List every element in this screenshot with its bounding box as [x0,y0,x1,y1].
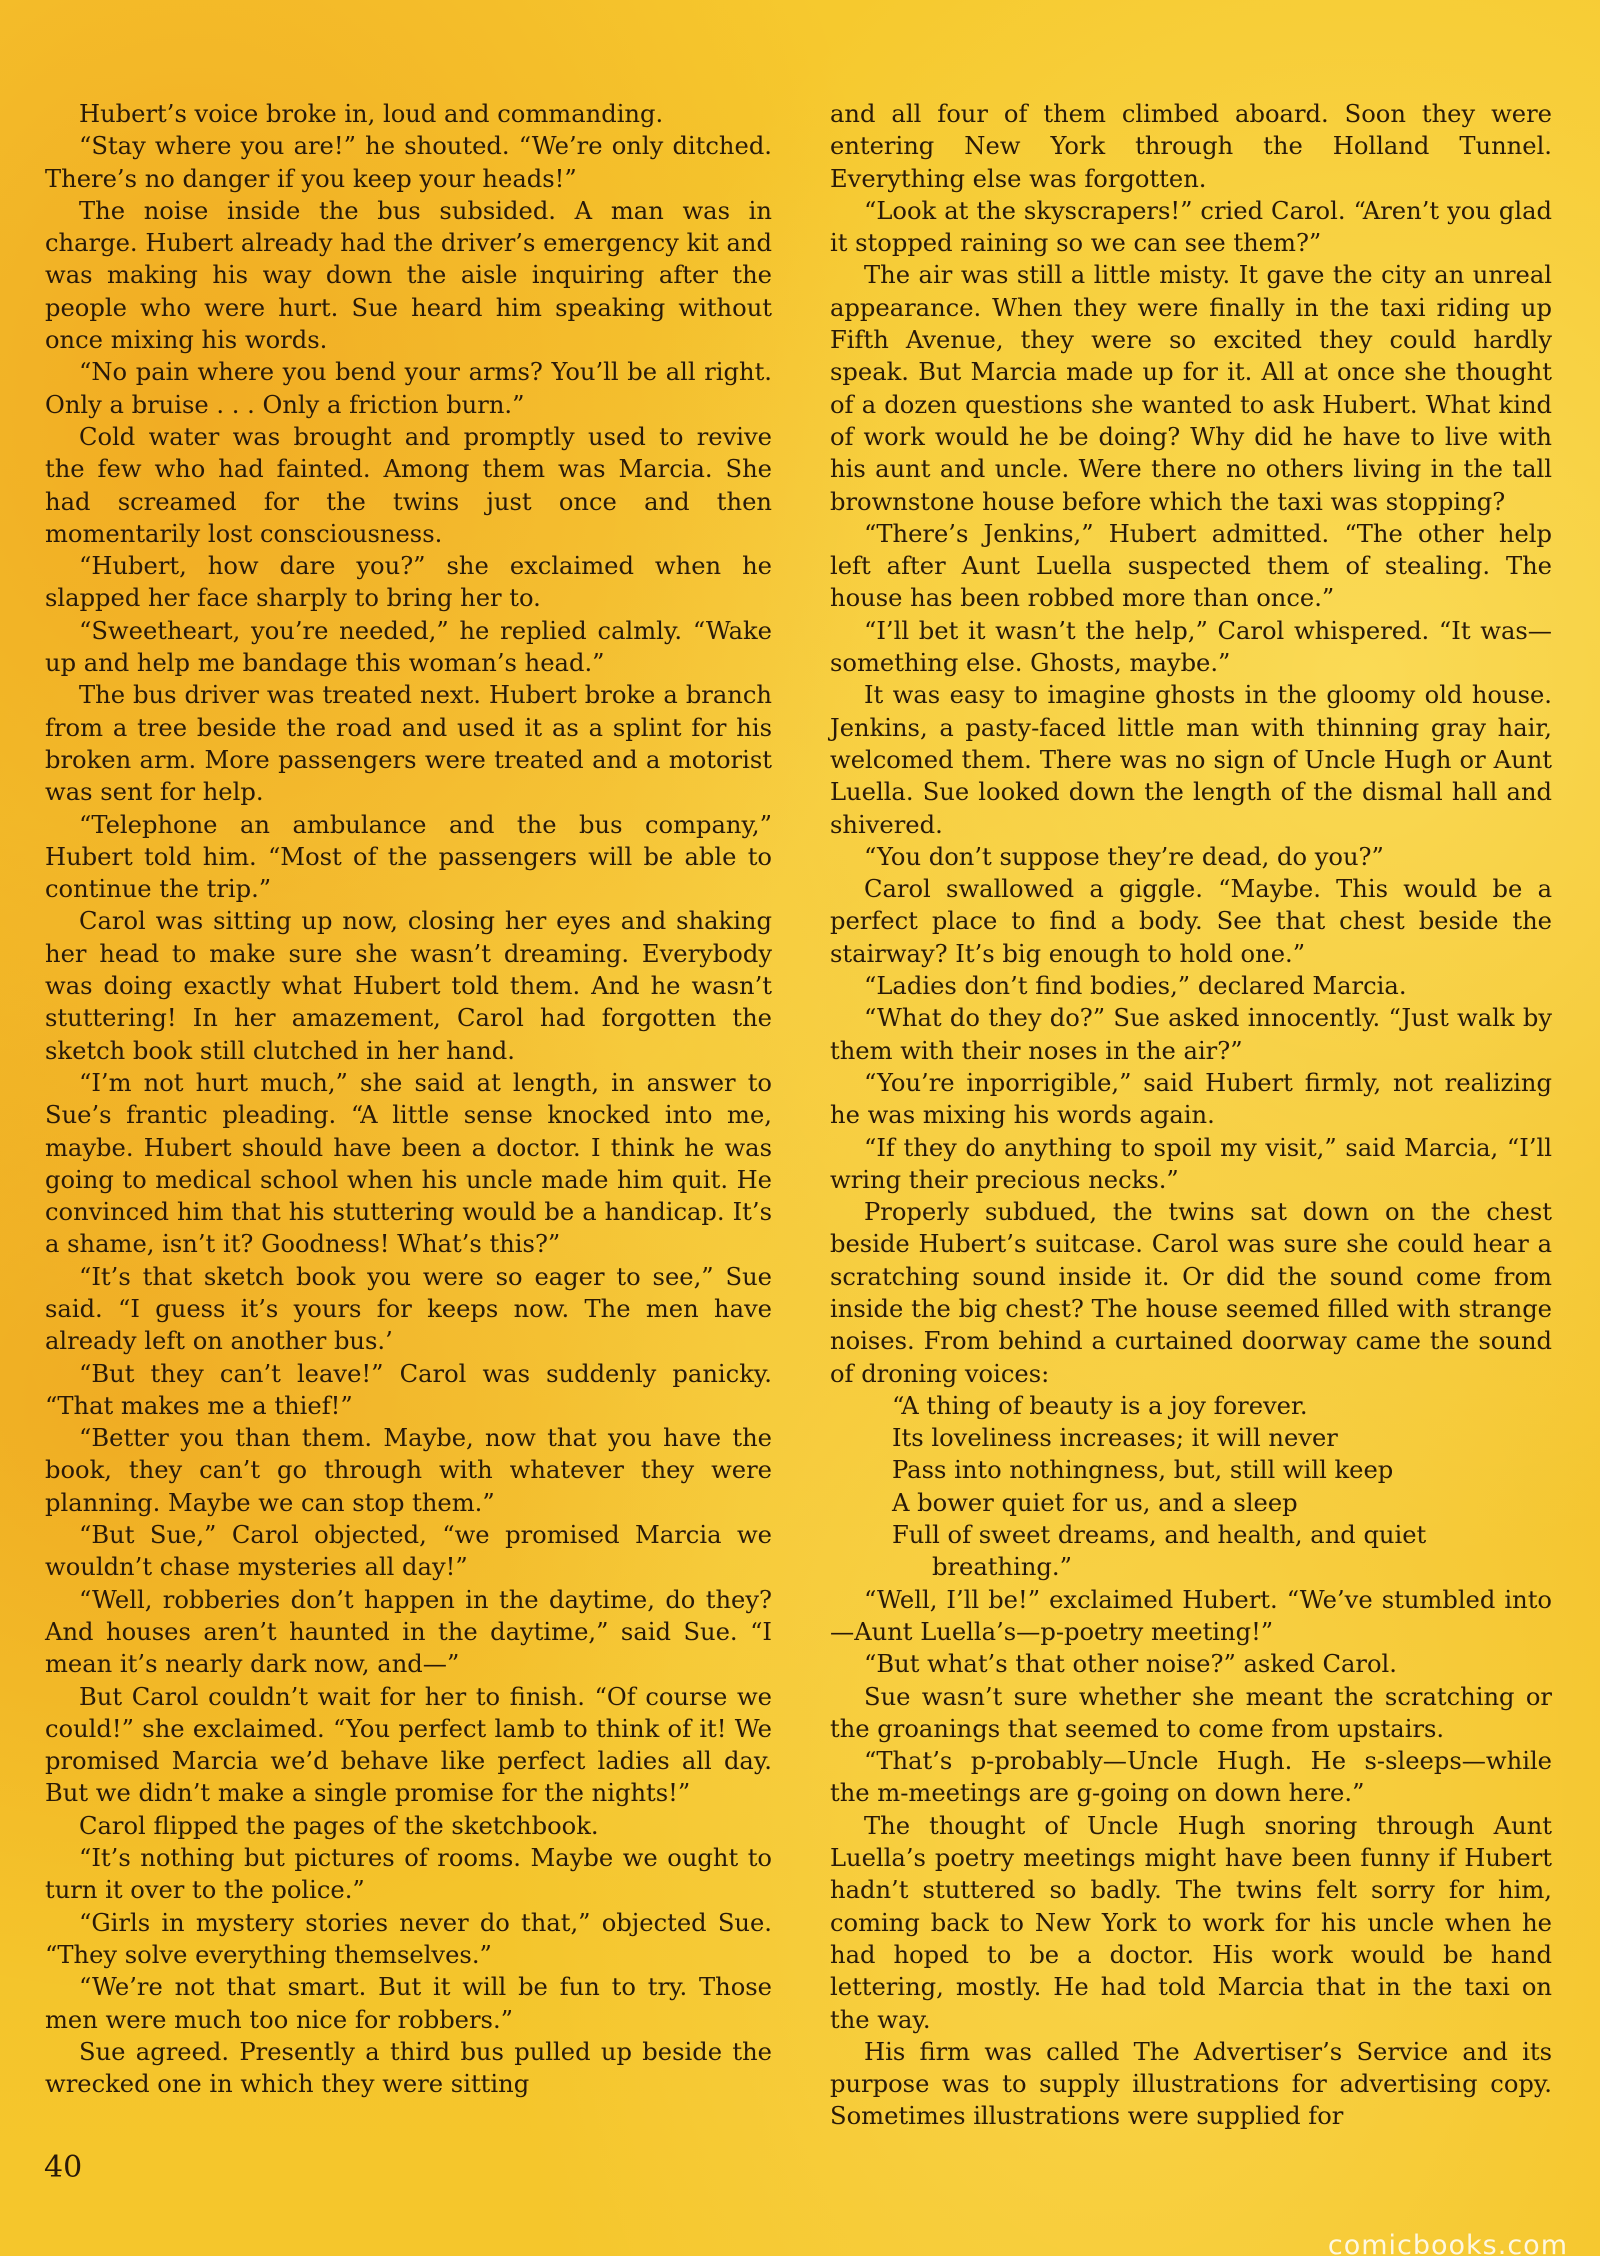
right-column-prose-top [830,98,1552,1390]
left-column-paragraph: “It’s nothing but pictures of rooms. Maybe we ought to turn it over to the police.” [45,1844,772,1905]
poem-line: Full of sweet dreams, and health, and quiet [892,1521,1427,1550]
right-column-paragraph: “But what’s that other noise?” asked Carol. [864,1650,1397,1679]
watermark: comicbooks.com [1327,2230,1568,2256]
left-column-paragraph: “No pain where you bend your arms? You’ll be all right. Only a bruise . . . Only a friction burn.” [45,358,772,419]
right-column-paragraph: “Ladies don’t find bodies,” declared Marcia. [864,972,1407,1001]
right-text-column [830,98,1552,2133]
left-column-paragraph: “Stay where you are!” he shouted. “We’re only ditched. There’s no danger if you keep your heads!” [45,132,772,193]
left-column-paragraph: “Better you than them. Maybe, now that you have the book, they can’t go through with whatever they were planning. Maybe we can stop them.” [45,1424,772,1517]
left-text-column [45,98,772,2100]
right-column-paragraph: “You don’t suppose they’re dead, do you?” [864,842,1384,871]
right-column-prose-bottom [830,1584,1552,2133]
right-column-paragraph: The thought of Uncle Hugh snoring through Aunt Luella’s poetry meetings might have been funny if Hubert hadn’t stuttered so badly. The twins felt sorry for him, coming back to New York to work for his uncle when he had hoped to be a doctor. His work would be hand lettering, mostly. He had told Marcia that in the taxi on the way. [830,1811,1552,2034]
left-column-paragraph: “Girls in mystery stories never do that,” objected Sue. “They solve everything themselves.” [45,1908,772,1969]
right-column-paragraph: Carol swallowed a giggle. “Maybe. This would be a perfect place to find a body. See that chest beside the stairway? It’s big enough to hold one.” [830,875,1552,968]
left-column-paragraph: Sue agreed. Presently a third bus pulled up beside the wrecked one in which they were sitting [45,2037,772,2099]
right-column-paragraph: “If they do anything to spoil my visit,” said Marcia, “I’ll wring their precious necks.” [830,1133,1552,1194]
right-column-paragraph: Properly subdued, the twins sat down on the chest beside Hubert’s suitcase. Carol was sure she could hear a scratching sound inside it. Or did the sound come from inside the big chest? The house seemed filled with strange noises. From behind a curtained doorway came the sound of droning voices: [830,1198,1552,1388]
left-column-paragraph: But Carol couldn’t wait for her to finish. “Of course we could!” she exclaimed. “You perfect lamb to think of it! We promised Marcia we’d behave like perfect ladies all day. But we didn’t make a single promise for the nights!” [45,1682,772,1808]
poem-line: breathing.” [932,1553,1072,1582]
left-column-paragraph: “But they can’t leave!” Carol was suddenly panicky. “That makes me a thief!” [45,1359,772,1420]
page-number: 40 [44,2150,83,2185]
left-column-paragraph: “Hubert, how dare you?” she exclaimed when he slapped her face sharply to bring her to. [45,552,772,613]
left-column-paragraph: Carol was sitting up now, closing her eyes and shaking her head to make sure she wasn’t dreaming. Everybody was doing exactly what Hubert told them. And he wasn’t stuttering! In her amazement, Carol had forgotten the sketch book still clutched in her hand. [45,907,772,1065]
poem-line: A bower quiet for us, and a sleep [892,1488,1298,1517]
right-column-paragraph: It was easy to imagine ghosts in the gloomy old house. Jenkins, a pasty-faced little man with thinning gray hair, welcomed them. There was no sign of Uncle Hugh or Aunt Luella. Sue looked down the length of the dismal hall and shivered. [830,681,1552,839]
right-column-paragraph: “There’s Jenkins,” Hubert admitted. “The other help left after Aunt Luella suspected them of stealing. The house has been robbed more than once.” [830,519,1552,613]
left-column-paragraph: “Well, robberies don’t happen in the daytime, do they? And houses aren’t haunted in the daytime,” said Sue. “I mean it’s nearly dark now, and—” [45,1585,772,1679]
right-column-paragraph: “I’ll bet it wasn’t the help,” Carol whispered. “It was—something else. Ghosts, maybe.” [830,616,1552,678]
right-column-paragraph: Sue wasn’t sure whether she meant the scratching or the groanings that seemed to come from upstairs. [830,1682,1552,1743]
left-column-paragraph: “Telephone an ambulance and the bus company,” Hubert told him. “Most of the passengers will be able to continue the trip.” [45,810,772,904]
poem-line: Pass into nothingness, but, still will keep [892,1456,1394,1485]
left-column-paragraph: “I’m not hurt much,” she said at length, in answer to Sue’s frantic pleading. “A little sense knocked into me, maybe. Hubert should have been a doctor. I think he was going to medical school when his uncle made him quit. He convinced him that his stuttering would be a handicap. It’s a shame, isn’t it? Goodness! What’s this?” [45,1068,772,1259]
left-column-paragraph: “Sweetheart, you’re needed,” he replied calmly. “Wake up and help me bandage this woman’s head.” [45,616,772,678]
left-column-paragraph: “We’re not that smart. But it will be fun to try. Those men were much too nice for robbers.” [45,1973,772,2034]
left-column-paragraph: The bus driver was treated next. Hubert broke a branch from a tree beside the road and used it as a splint for his broken arm. More passengers were treated and a motorist was sent for help. [45,681,772,807]
poem-quotation [830,1390,1552,1584]
right-column-paragraph: and all four of them climbed aboard. Soon they were entering New York through the Holland Tunnel. Everything else was forgotten. [830,100,1552,193]
left-column-paragraph: “It’s that sketch book you were so eager to see,” Sue said. “I guess it’s yours for keeps now. The men have already left on another bus.’ [45,1262,772,1356]
left-column-paragraph: Carol flipped the pages of the sketchbook. [79,1811,599,1840]
right-column-paragraph: “You’re inporrigible,” said Hubert firmly, not realizing he was mixing his words again. [830,1068,1552,1130]
left-column-paragraph: “But Sue,” Carol objected, “we promised Marcia we wouldn’t chase mysteries all day!” [45,1521,772,1582]
left-column-paragraph: Cold water was brought and promptly used to revive the few who had fainted. Among them was Marcia. She had screamed for the twins just once and then momentarily lost consciousness. [45,422,772,548]
right-column-paragraph: “Look at the skyscrapers!” cried Carol. “Aren’t you glad it stopped raining so we can see them?” [830,196,1552,258]
poem-line: “A thing of beauty is a joy forever. [892,1391,1308,1420]
left-column-paragraph: Hubert’s voice broke in, loud and commanding. [79,100,664,128]
left-column-paragraph: The noise inside the bus subsided. A man was in charge. Hubert already had the driver’s emergency kit and was making his way down the aisle inquiring after the people who were hurt. Sue heard him speaking without once mixing his words. [45,196,772,355]
right-column-paragraph: “What do they do?” Sue asked innocently. “Just walk by them with their noses in the air?” [830,1004,1552,1065]
right-column-paragraph: His firm was called The Advertiser’s Service and its purpose was to supply illustrations for advertising copy. Sometimes illustrations were supplied for [830,2037,1552,2131]
right-column-paragraph: “Well, I’ll be!” exclaimed Hubert. “We’ve stumbled into—Aunt Luella’s—p-poetry meeting!” [830,1585,1552,1646]
poem-line: Its loveliness increases; it will never [892,1424,1338,1453]
right-column-paragraph: The air was still a little misty. It gave the city an unreal appearance. When they were finally in the taxi riding up Fifth Avenue, they were so excited they could hardly speak. But Marcia made up for it. All at once she thought of a dozen questions she wanted to ask Hubert. What kind of work would he be doing? Why did he have to live with his aunt and uncle. Were there no others living in the tall brownstone house before which the taxi was stopping? [830,261,1552,516]
right-column-paragraph: “That’s p-probably—Uncle Hugh. He s-sleeps—while the m-meetings are g-going on down here.” [830,1747,1552,1808]
